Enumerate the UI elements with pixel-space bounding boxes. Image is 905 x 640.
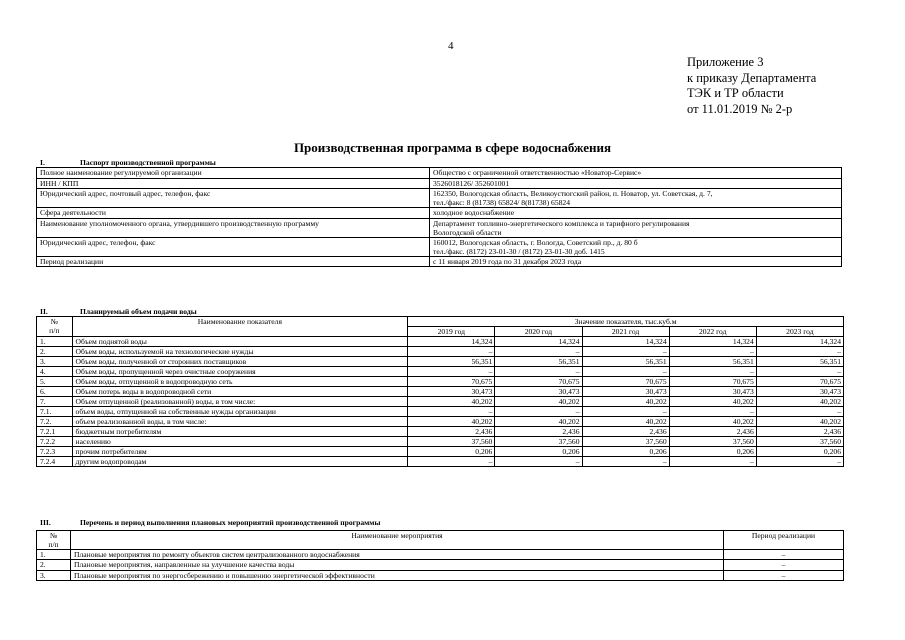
row-value: 37,560 — [669, 437, 756, 447]
row-value: 0,206 — [669, 447, 756, 457]
section-title: Планируемый объем подачи воды — [80, 307, 197, 316]
row-value: 40,202 — [756, 417, 843, 427]
row-value: – — [669, 407, 756, 417]
value-line: 160012, Вологодская область, г. Вологда, Советский пр., д. 80 б — [433, 237, 638, 247]
value-line: Департамент топливно-энергетического комплекса и тарифного регулирования — [433, 218, 690, 228]
row-value: 37,560 — [582, 437, 669, 447]
row-name: Объем воды, используемой на технологические нужды — [72, 347, 408, 357]
row-value: – — [582, 457, 669, 467]
row-value: – — [495, 457, 582, 467]
appendix-note — [687, 55, 816, 117]
header-line: п/п — [49, 326, 60, 335]
row-value: 40,202 — [756, 397, 843, 407]
table-row — [37, 457, 844, 467]
row-value: – — [582, 407, 669, 417]
row-value: – — [669, 347, 756, 357]
row-name: объем реализованной воды, в том числе: — [72, 417, 408, 427]
page-number: 4 — [448, 40, 454, 52]
passport-label: ИНН / КПП — [37, 178, 430, 189]
measures-table — [36, 530, 844, 581]
row-number: 1. — [37, 337, 73, 347]
col-header-year: 2020 год — [495, 327, 582, 337]
row-value: 40,202 — [669, 397, 756, 407]
passport-table — [36, 167, 842, 267]
appendix-line: ТЭК и ТР области — [687, 86, 784, 100]
row-value: 56,351 — [756, 357, 843, 367]
passport-value: с 11 января 2019 года по 31 декабря 2023 года — [430, 256, 842, 267]
passport-label: Юридический адрес, телефон, факс — [37, 237, 430, 256]
row-name: населению — [72, 437, 408, 447]
table-row — [37, 377, 844, 387]
row-value: – — [582, 367, 669, 377]
row-value: – — [408, 457, 495, 467]
col-header-year: 2021 год — [582, 327, 669, 337]
row-value: 70,675 — [495, 377, 582, 387]
passport-label: Юридический адрес, почтовый адрес, телефон, факс — [37, 189, 430, 208]
water-volume-rows — [37, 337, 844, 467]
row-value: 70,675 — [582, 377, 669, 387]
table-row — [37, 550, 844, 560]
row-value: 0,206 — [582, 447, 669, 457]
water-volume-table — [36, 316, 844, 467]
row-value: 56,351 — [495, 357, 582, 367]
row-number: 3. — [37, 357, 73, 367]
passport-label: Период реализации — [37, 256, 430, 267]
table-row — [37, 437, 844, 447]
row-number: 1. — [37, 550, 71, 560]
row-period: – — [724, 560, 844, 570]
row-value: 14,324 — [669, 337, 756, 347]
row-number: 7.2.4 — [37, 457, 73, 467]
row-value: 2,436 — [669, 427, 756, 437]
row-number: 6. — [37, 387, 73, 397]
row-name: Плановые мероприятия по энергосбережению и повышению энергетической эффективности — [71, 570, 724, 580]
passport-value — [430, 189, 842, 208]
row-number: 7.2.2 — [37, 437, 73, 447]
header-line: № — [49, 531, 58, 540]
section-2-heading — [40, 307, 197, 316]
row-number: 2. — [37, 347, 73, 357]
row-value: 37,560 — [408, 437, 495, 447]
row-value: 0,206 — [408, 447, 495, 457]
table-row — [37, 237, 842, 256]
row-value: – — [669, 457, 756, 467]
table-row — [37, 427, 844, 437]
row-name: Объем воды, полученной от сторонних поставщиков — [72, 357, 408, 367]
row-value: 30,473 — [582, 387, 669, 397]
row-value: 14,324 — [582, 337, 669, 347]
row-value: 40,202 — [669, 417, 756, 427]
table-row — [37, 570, 844, 580]
appendix-line: к приказу Департамента — [687, 70, 817, 85]
row-value: 2,436 — [408, 427, 495, 437]
table-row — [37, 218, 842, 237]
row-value: – — [408, 347, 495, 357]
passport-value — [430, 237, 842, 256]
value-line: тел./факс. (8172) 23-01-30 / (8172) 23-01-30 доб. 1415 — [433, 246, 605, 256]
table-row — [37, 397, 844, 407]
row-value: 70,675 — [669, 377, 756, 387]
row-value: – — [669, 367, 756, 377]
row-value: 40,202 — [582, 417, 669, 427]
row-value: 14,324 — [408, 337, 495, 347]
row-number: 2. — [37, 560, 71, 570]
passport-value: Общество с ограниченной ответственностью «Новатор-Сервис» — [430, 168, 842, 179]
row-name: Объем отпущенной (реализованной) воды, в том числе: — [72, 397, 408, 407]
row-value: – — [495, 407, 582, 417]
row-name: Объем воды, пропущенной через очистные сооружения — [72, 367, 408, 377]
row-number: 7.2. — [37, 417, 73, 427]
col-header-period: Период реализации — [724, 531, 844, 550]
table-row — [37, 189, 842, 208]
row-name: Объем потерь воды в водопроводной сети — [72, 387, 408, 397]
col-header-year: 2023 год — [756, 327, 843, 337]
row-value: – — [756, 457, 843, 467]
row-value: 56,351 — [582, 357, 669, 367]
row-value: – — [408, 367, 495, 377]
row-value: 30,473 — [756, 387, 843, 397]
row-value: 70,675 — [408, 377, 495, 387]
row-name: бюджетным потребителям — [72, 427, 408, 437]
row-value: 40,202 — [495, 397, 582, 407]
row-value: 14,324 — [756, 337, 843, 347]
row-name: Плановые мероприятия, направленные на улучшение качества воды — [71, 560, 724, 570]
row-value: – — [756, 347, 843, 357]
row-name: объем воды, отпущенной на собственные нужды организации — [72, 407, 408, 417]
row-value: 37,560 — [756, 437, 843, 447]
row-number: 7.2.3 — [37, 447, 73, 457]
row-period: – — [724, 570, 844, 580]
row-value: 70,675 — [756, 377, 843, 387]
measures-rows — [37, 550, 844, 581]
table-row — [37, 208, 842, 219]
row-value: 40,202 — [582, 397, 669, 407]
row-period: – — [724, 550, 844, 560]
value-line: тел./факс: 8 (81738) 65824/ 8(81738) 65824 — [433, 198, 571, 207]
col-header-values: Значение показателя, тыс.куб.м — [408, 317, 844, 327]
row-value: 40,202 — [408, 417, 495, 427]
value-line: Вологодской области — [433, 227, 502, 237]
section-number: I. — [40, 158, 45, 167]
table-row — [37, 168, 842, 179]
row-value: 2,436 — [756, 427, 843, 437]
row-value: 56,351 — [669, 357, 756, 367]
row-value: 37,560 — [495, 437, 582, 447]
table-row — [37, 417, 844, 427]
page-title: Производственная программа в сфере водоснабжения — [293, 140, 612, 155]
row-value: 0,206 — [756, 447, 843, 457]
table-row — [37, 337, 844, 347]
col-header-year: 2022 год — [669, 327, 756, 337]
section-3-heading — [40, 518, 380, 527]
table-row — [37, 447, 844, 457]
table-row — [37, 256, 842, 267]
row-value: 30,473 — [669, 387, 756, 397]
row-value: – — [756, 407, 843, 417]
col-header-name: Наименование мероприятия — [71, 531, 724, 550]
section-number: II. — [40, 307, 48, 316]
header-line: п/п — [48, 540, 59, 549]
table-row — [37, 387, 844, 397]
section-number: III. — [40, 518, 51, 527]
row-value: 30,473 — [495, 387, 582, 397]
table-row — [37, 178, 842, 189]
row-value: 14,324 — [495, 337, 582, 347]
col-header-number — [37, 531, 71, 550]
row-number: 4. — [37, 367, 73, 377]
passport-label: Наименование уполномоченного органа, утвердившего производственную программу — [37, 218, 430, 237]
row-value: 40,202 — [408, 397, 495, 407]
row-value: – — [495, 347, 582, 357]
row-name: Плановые мероприятия по ремонту объектов систем централизованного водоснабжения — [71, 550, 724, 560]
table-row — [37, 367, 844, 377]
row-name: Объем поднятой воды — [72, 337, 408, 347]
table-row — [37, 357, 844, 367]
passport-label: Сфера деятельности — [37, 208, 430, 219]
table-row — [37, 347, 844, 357]
section-1-heading — [40, 158, 216, 167]
table-row — [37, 407, 844, 417]
header-line: № — [50, 317, 58, 326]
row-number: 7. — [37, 397, 73, 407]
row-value: 56,351 — [408, 357, 495, 367]
passport-value: 3526018126/ 352601001 — [430, 178, 842, 189]
value-line: 162350, Вологодская область, Великоустюгский район, п. Новатор, ул. Советская, д. 7, — [433, 189, 713, 198]
row-name: другим водопроводам — [72, 457, 408, 467]
row-value: – — [756, 367, 843, 377]
row-value: 2,436 — [582, 427, 669, 437]
col-header-number — [37, 317, 73, 337]
passport-value: холодное водоснабжение — [430, 208, 842, 219]
row-value: 40,202 — [495, 417, 582, 427]
table-header-row — [37, 531, 844, 550]
section-title: Перечень и период выполнения плановых мероприятий производственной программы — [80, 518, 381, 527]
col-header-name: Наименование показателя — [72, 317, 408, 337]
section-title: Паспорт производственной программы — [80, 158, 216, 167]
row-value: – — [495, 367, 582, 377]
passport-label: Полное наименование регулируемой организации — [37, 168, 430, 179]
row-number: 5. — [37, 377, 73, 387]
row-value: 2,436 — [495, 427, 582, 437]
row-value: 0,206 — [495, 447, 582, 457]
appendix-line: от 11.01.2019 № 2-р — [687, 101, 793, 116]
row-value: – — [408, 407, 495, 417]
row-number: 7.2.1 — [37, 427, 73, 437]
row-number: 3. — [37, 570, 71, 580]
row-name: прочим потребителям — [72, 447, 408, 457]
table-row — [37, 560, 844, 570]
appendix-line: Приложение 3 — [687, 55, 764, 69]
col-header-year: 2019 год — [408, 327, 495, 337]
row-number: 7.1. — [37, 407, 73, 417]
passport-value — [430, 218, 842, 237]
table-header-row — [37, 317, 844, 327]
row-value: – — [582, 347, 669, 357]
row-value: 30,473 — [408, 387, 495, 397]
row-name: Объем воды, отпущенной в водопроводную сеть — [72, 377, 408, 387]
